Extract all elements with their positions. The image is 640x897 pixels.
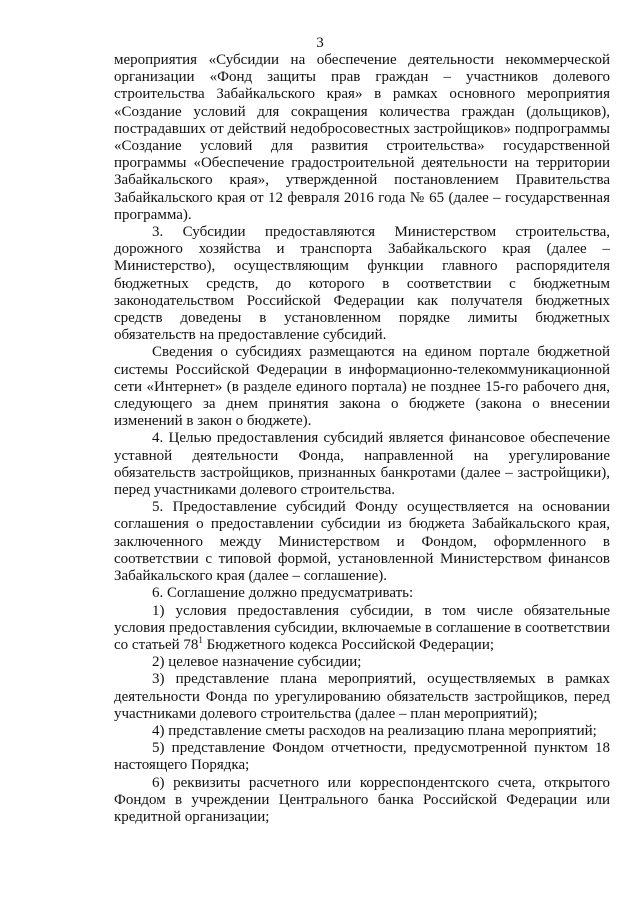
paragraph-item-4: 4. Целью предоставления субсидий является финансовое обеспечение уставной деятельности Фонда, направленной на урегулирование обязательств застройщиков, признанных банкротами (далее – застройщики), перед участниками долевого строительства.	[114, 430, 610, 499]
paragraph-item-3: 3. Субсидии предоставляются Министерством строительства, дорожного хозяйства и транспорта Забайкальского края (далее – Министерство), осуществляющим функции главного распорядителя бюджетных средств, до которого в соответствии с бюджетным законодательством Российской Федерации как получателя бюджетных средств доведены в установленном порядке лимиты бюджетных обязательств на предоставление субсидий.	[114, 224, 610, 344]
paragraph-item-6: 6. Соглашение должно предусматривать:	[152, 585, 414, 602]
list-item-1-text-end: Бюджетного кодекса Российской Федерации;	[202, 636, 495, 653]
list-item-2: 2) целевое назначение субсидии;	[152, 654, 362, 671]
superscript: 1	[198, 634, 203, 645]
paragraph-item-5: 5. Предоставление субсидий Фонду осуществляется на основании соглашения о предоставлении субсидии из бюджета Забайкальского края, заключенного между Министерством и Фондом, оформленного в соответствии с типовой формой, установленной Министерством финансов Забайкальского края (далее – соглашение).	[114, 499, 610, 585]
list-item-1-text: 1) условия предоставления субсидии, в том числе обязательные условия предоставления субсидии, включаемые в соглашение в соответствии со статьей 78	[114, 602, 610, 653]
list-item-1	[114, 603, 610, 655]
page-number: 3	[316, 35, 324, 51]
list-item-5: 5) представление Фондом отчетности, предусмотренной пунктом 18 настоящего Порядка;	[114, 740, 610, 774]
document-body	[114, 52, 610, 826]
list-item-4: 4) представление сметы расходов на реализацию плана мероприятий;	[152, 722, 597, 739]
paragraph-subsidy-info: Сведения о субсидиях размещаются на едином портале бюджетной системы Российской Федерации в информационно-телекоммуникационной сети «Интернет» (в разделе единого портала) не позднее 15-го рабочего дня, следующего за днем принятия закона о бюджете (закона о внесении изменений в закон о бюджете).	[114, 344, 610, 430]
list-item-6: 6) реквизиты расчетного или корреспондентского счета, открытого Фондом в учреждении Центрального банка Российской Федерации или кредитной организации;	[114, 774, 610, 825]
list-item-3: 3) представление плана мероприятий, осуществляемых в рамках деятельности Фонда по урегулированию обязательств застройщиков, перед участниками долевого строительства (далее – план мероприятий);	[114, 671, 610, 722]
paragraph-program-reference: мероприятия «Субсидии на обеспечение деятельности некоммерческой организации «Фонд защиты прав граждан – участников долевого строительства Забайкальского края» в рамках основного мероприятия «Создание условий для сокращения количества граждан (дольщиков), пострадавших от действий недобросовестных застройщиков» подпрограммы «Создание условий для развития строительства» государственной программы «Обеспечение градостроительной деятельности на территории Забайкальского края», утвержденной постановлением Правительства Забайкальского края от 12 февраля 2016 года № 65 (далее – государственная программа).	[114, 52, 610, 223]
